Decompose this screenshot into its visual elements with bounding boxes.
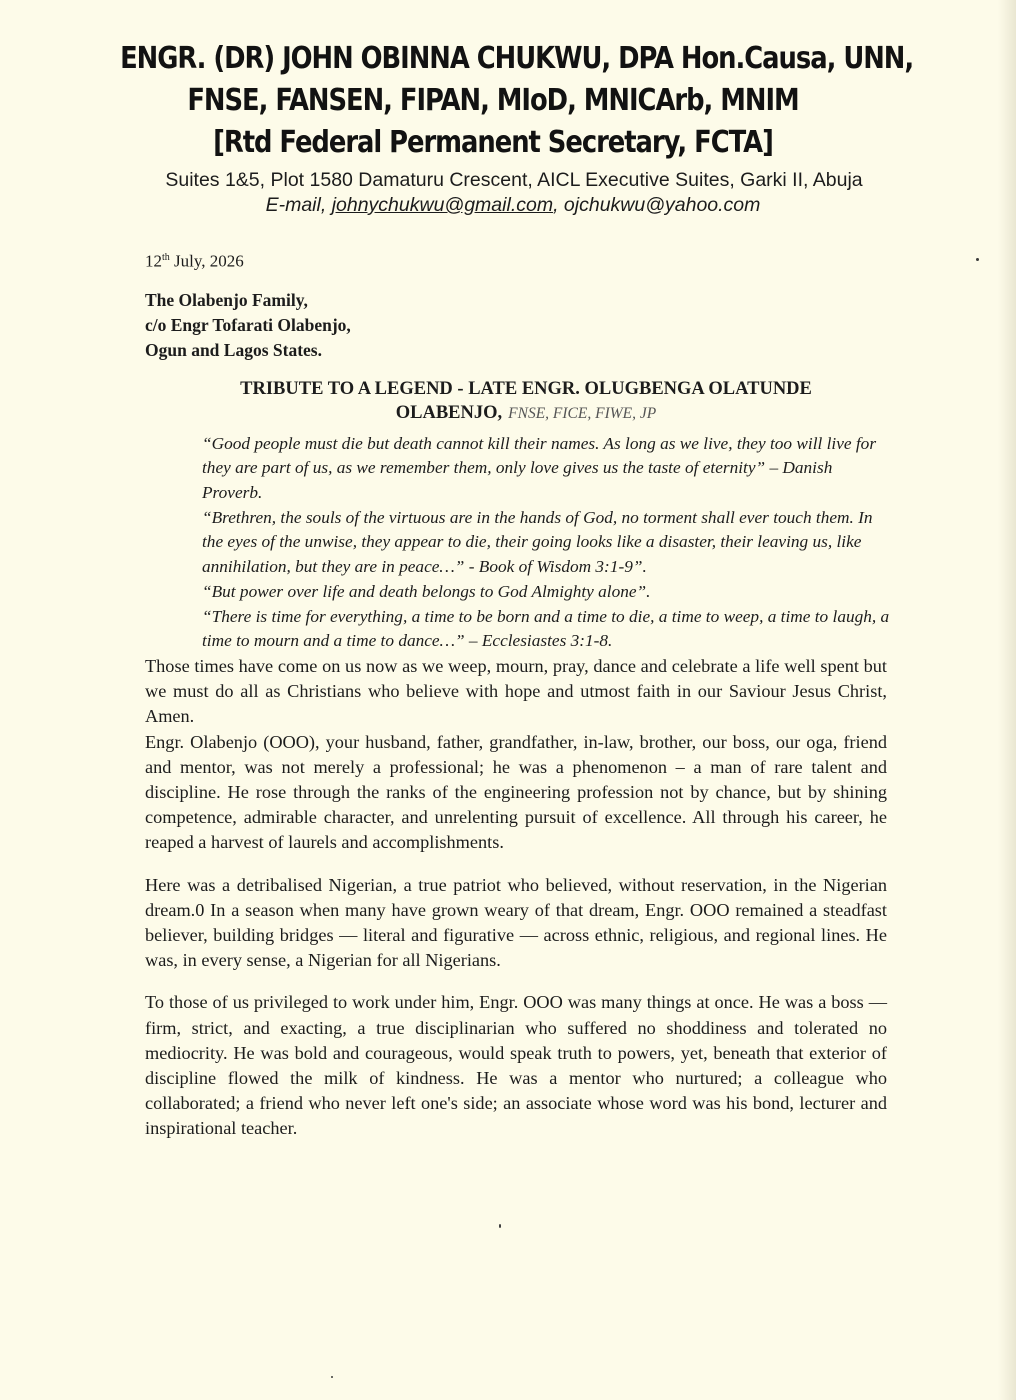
recipient-line: Ogun and Lagos States. — [145, 339, 322, 360]
quotation: “Brethren, the souls of the virtuous are in the hands of God, no torment shall ever touch them. In the eyes of the unwise, they appear to die, their going looks like a disaster, their leaving us, like annihilation, but they are in peace…” - Book of Wisdom 3:1-9”. — [202, 507, 873, 577]
email-yahoo: ojchukwu@yahoo.com — [563, 194, 761, 216]
quotation: “There is time for everything, a time to be born and a time to die, a time to weep, a time to laugh, a time to mourn and a time to dance…” – Ecclesiastes 3:1-8. — [202, 606, 890, 651]
quotations-block — [202, 432, 892, 654]
recipient-block — [145, 288, 887, 363]
tribute-title-surname: OLABENJO, — [395, 402, 503, 423]
email-label: E-mail, — [265, 194, 327, 216]
scan-edge-shadow — [998, 0, 1016, 1400]
paragraph-gap — [145, 856, 887, 873]
date-day: 12 — [145, 251, 162, 271]
tribute-title-line1: TRIBUTE TO A LEGEND - LATE ENGR. OLUGBENGA OLATUNDE — [240, 378, 812, 399]
quotation: “Good people must die but death cannot kill their names. As long as we live, they too will live for they are part of us, as we remember them, only love gives us the taste of eternity” – Danish Proverb. — [202, 433, 877, 503]
recipient-line: The Olabenjo Family, — [145, 289, 308, 310]
tribute-title-line2 — [165, 401, 887, 426]
tribute-title — [145, 377, 887, 426]
date-suffix: th — [162, 252, 170, 263]
letterhead-email-line — [0, 193, 1016, 218]
letterhead-qualifications: FNSE, FANSEN, FIPAN, MIoD, MNICArb, MNIM — [187, 83, 799, 118]
body-paragraph: Engr. Olabenjo (OOO), your husband, father, grandfather, in-law, brother, our boss, our oga, friend and mentor, was not merely a professional; he was a phenomenon – a man of rare talent and discipline. He rose through the ranks of the engineering profession not by chance, but by shining competence, admirable character, and unrelenting pursuit of excellence. All through his career, he reaped a harvest of laurels and accomplishments. — [145, 731, 887, 853]
email-link-gmail[interactable]: johnychukwu@gmail.com — [331, 194, 554, 216]
letterhead-address: Suites 1&5, Plot 1580 Damaturu Crescent, AICL Executive Suites, Garki II, Abuja — [165, 169, 863, 191]
body-paragraph: Here was a detribalised Nigerian, a true patriot who believed, without reservation, in the Nigerian dream.0 In a season when many have grown weary of that dream, Engr. OOO remained a steadfast believer, building bridges — literal and figurative — across ethnic, religious, and regional lines. He was, in every sense, a Nigerian for all Nigerians. — [145, 874, 887, 971]
scan-speck — [499, 1224, 501, 1228]
body-paragraph: To those of us privileged to work under him, Engr. OOO was many things at once. He was a boss — firm, strict, and exacting, a true disciplinarian who suffered no shoddiness and tolerated no mediocrity. He was bold and courageous, would speak truth to powers, yet, beneath that exterior of discipline flowed the milk of kindness. He was a mentor who nurtured; a colleague who collaborated; a friend who never left one's side; an associate whose word was his bond, lecturer and inspirational teacher. — [145, 992, 887, 1139]
letterhead — [0, 38, 1016, 218]
date-rest: July, 2026 — [169, 251, 244, 271]
paragraph-gap — [145, 973, 887, 990]
email-separator: , — [553, 194, 559, 216]
body-paragraph: Those times have come on us now as we weep, mourn, pray, dance and celebrate a life well spent but we must do all as Christians who believe with hope and utmost faith in our Saviour Jesus Christ, Amen. — [145, 655, 887, 727]
letter-body — [145, 246, 890, 1142]
scan-speck — [976, 258, 979, 261]
letterhead-position: [Rtd Federal Permanent Secretary, FCTA] — [213, 125, 773, 160]
tribute-title-postnominals: FNSE, FICE, FIWE, JP — [508, 404, 657, 422]
letter-date — [145, 246, 887, 274]
quotation: “But power over life and death belongs to God Almighty alone”. — [202, 581, 651, 601]
letterhead-name: ENGR. (DR) JOHN OBINNA CHUKWU, DPA Hon.Causa, UNN, — [120, 41, 914, 76]
scan-speck — [331, 1376, 333, 1378]
recipient-line: c/o Engr Tofarati Olabenjo, — [145, 314, 351, 335]
